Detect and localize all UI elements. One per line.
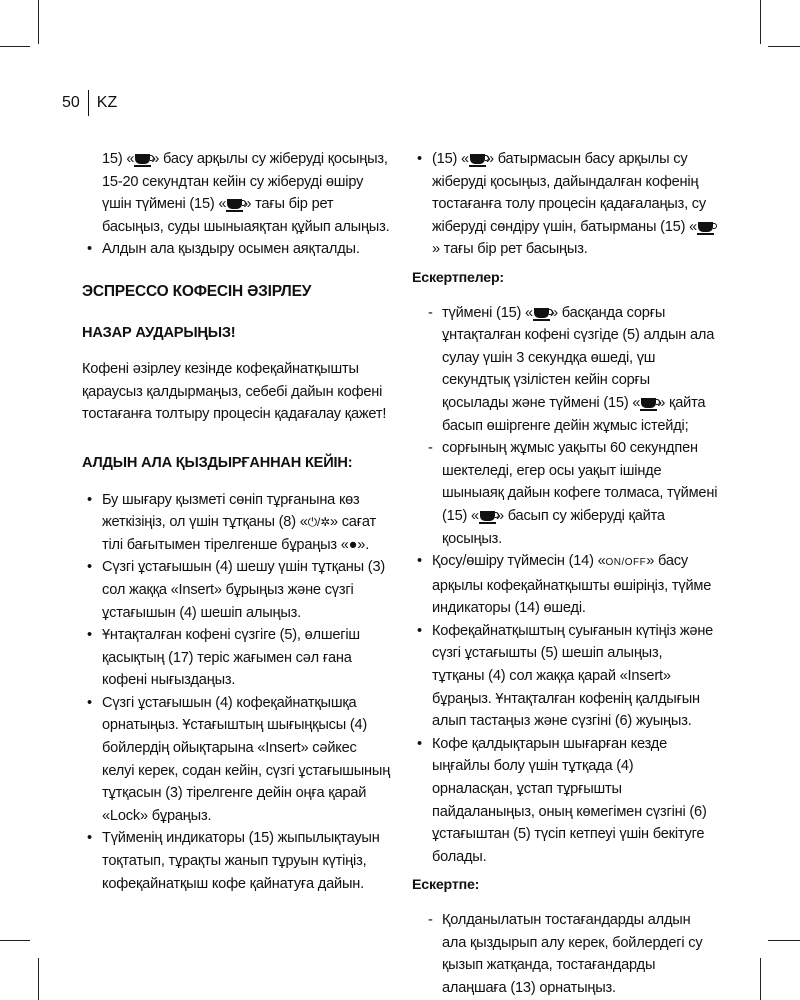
section-heading-espresso: ЭСПРЕССО КОФЕСІН ӘЗІРЛЕУ [82, 282, 312, 300]
attention-text: Кофені әзірлеу кезінде кофеқайнатқышты қараусыз қалдырмаңыз, себебі дайын кофені тостағанға толтыру процесін қадағалау қажет! [82, 361, 387, 423]
on-off-symbol-icon: ON/OFF [605, 557, 647, 569]
right-column [412, 148, 718, 999]
list-item: • (15) « » батырмасын басу арқылы су жіберуді қосыңыз, дайындалған кофенің тостағанға толу процесін қадағалаңыз, су жіберуді сөндіру үшін, батырманы (15) «» тағы бір рет басыңыз. [412, 148, 718, 261]
left-column [82, 148, 392, 895]
bullet-list [412, 550, 718, 868]
language-code: KZ [96, 94, 118, 111]
crop-mark [0, 940, 30, 941]
bullet-list [412, 148, 718, 261]
coffee-cup-icon [698, 222, 713, 232]
list-item: • Кофе қалдықтарын шығарған кезде ыңғайлы болу үшін тұтқада (4) орналасқан, ұстап тұрғышты пайдаланыңыз, оның көмегімен сүзгіні (6) ұстағыштан (5) түсіп кетпеуі үшін бекітуге болады. [412, 733, 718, 869]
crop-mark [768, 940, 800, 941]
list-item: • Қосу/өшіру түймесін (14) «ON/OFF» басу арқылы кофеқайнатқышты өшіріңіз, түйме индикаторы (14) өшеді. [412, 550, 718, 620]
crop-mark [38, 958, 39, 1000]
list-item: • Ұнтақталған кофені сүзгіге (5), өлшегіш қасықтың (17) теріс жағымен сәл ғана кофені нығыздаңыз. [82, 624, 392, 692]
coffee-cup-icon [641, 398, 656, 408]
list-item: • Сүзгі ұстағышын (4) кофеқайнатқышқа орнатыңыз. Ұстағыштың шығыңқысы (4) бойлердің ойықтарына «Insert» сәйкес келуі керек, содан кейін, сүзгі ұстағышының тұтқасын (3) тірелгенге дейін оңға қарай «Lock» бұраңыз. [82, 692, 392, 828]
bullet-list [82, 489, 392, 896]
list-item: • Алдын ала қыздыру осымен аяқталды. [82, 238, 392, 261]
notes-list [412, 909, 718, 999]
list-item: • Бу шығару қызметі сөніп тұрғанына көз жеткізіңіз, ол үшін тұтқаны (8) «⏻/✲» сағат тілі бағытымен тірелгенше бұраңыз «●». [82, 489, 392, 557]
bullet-list [82, 238, 392, 261]
coffee-cup-icon [534, 308, 549, 318]
header-divider [88, 90, 89, 116]
attention-heading: НАЗАР АУДАРЫҢЫЗ! [82, 324, 236, 341]
note-item: - Қолданылатын тостағандарды алдын ала қыздырып алу керек, бойлердегі су қызып жатқанда, тостағандарды алаңшаға (13) орнатыңыз. [426, 909, 718, 999]
list-item: • Сүзгі ұстағышын (4) шешу үшін тұтқаны (3) сол жаққа «Insert» бұрыңыз және сүзгі ұстағышын (4) шешіп алыңыз. [82, 556, 392, 624]
notes-heading: Ескертпелер: [412, 269, 504, 286]
list-item: • Түйменің индикаторы (15) жыпылықтауын тоқтатып, тұрақты жанып тұруын күтіңіз, кофеқайнатқыш кофе қайнатуға дайын. [82, 827, 392, 895]
notes-list [412, 302, 718, 551]
page-number: 50 [62, 94, 80, 111]
list-item: • Кофеқайнатқыштың суығанын күтіңіз және сүзгі ұстағышты (5) шешіп алыңыз, тұтқаны (4) сол жаққа қарай «Insert» бұраңыз. Ұнтақталған кофенің қалдығын алып тастаңыз және сүзгіні (6) жуыңыз. [412, 620, 718, 733]
coffee-cup-icon [227, 199, 242, 209]
crop-mark [760, 958, 761, 1000]
crop-mark [768, 46, 800, 47]
coffee-cup-icon [135, 154, 150, 164]
page-header [62, 92, 117, 114]
crop-mark [0, 46, 30, 47]
section-heading-after-preheat: АЛДЫН АЛА ҚЫЗДЫРҒАННАН КЕЙІН: [82, 454, 353, 471]
steam-knob-symbol-icon: ⏻/✲ [307, 515, 330, 530]
crop-mark [760, 0, 761, 44]
note-item: - түймені (15) « » басқанда сорғы ұнтақталған кофені сүзгіде (5) алдын ала сулау үшін 3 секундқа өшеді, үш секундтық үзілістен кейін сорғы қосылады және түймені (15) « » қайта басып өшіргенге дейін жұмыс істейді; [426, 302, 718, 438]
continued-paragraph: 15) « » басу арқылы су жіберуді қосыңыз, 15-20 секундтан кейін су жіберуді өшіру үшін түймені (15) « » тағы бір рет басыңыз, суды шыныаяқтан құйып алыңыз. [102, 151, 390, 235]
coffee-cup-icon [480, 511, 495, 521]
note-heading: Ескертпе: [412, 877, 480, 894]
crop-mark [38, 0, 39, 44]
coffee-cup-icon [470, 154, 485, 164]
note-item: - сорғының жұмыс уақыты 60 секундпен шектеледі, егер осы уақыт ішінде шыныаяқ дайын кофеге толмаса, түймені (15) « » басып су жіберуді қайта қосыңыз. [426, 437, 718, 550]
